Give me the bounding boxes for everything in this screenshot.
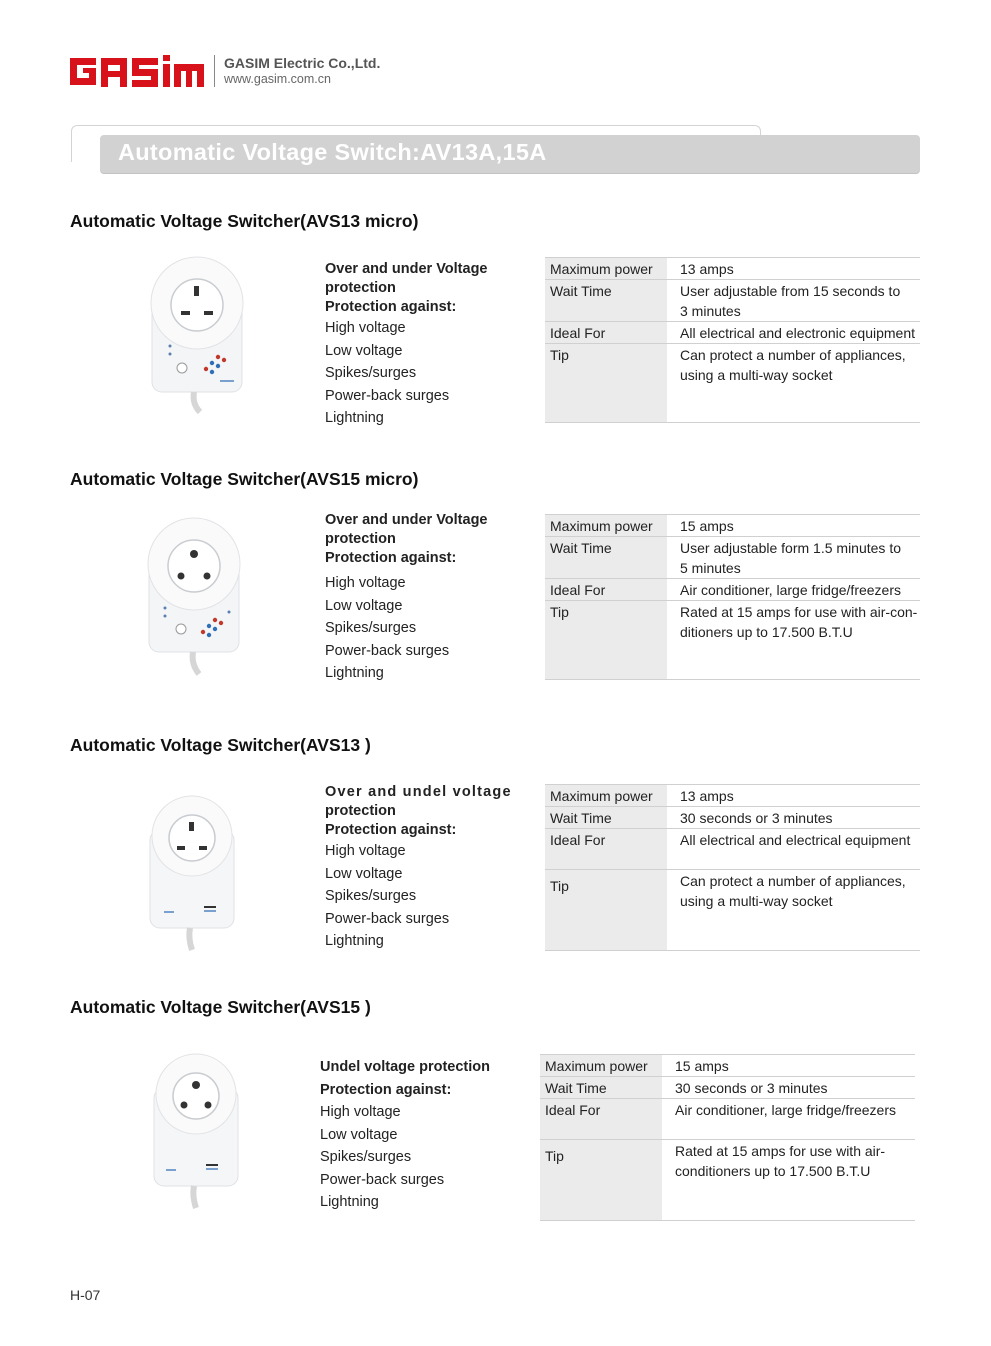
spec-value: Rated at 15 amps for use with air-con- ditioners up to 17.500 B.T.U — [680, 604, 918, 640]
section-heading: Automatic Voltage Switcher(AVS13 micro) — [70, 211, 419, 231]
feature-item: Spikes/surges — [325, 365, 417, 381]
spec-row — [540, 1098, 915, 1139]
features-head: Over and undel voltage — [325, 784, 512, 800]
page-number: H-07 — [70, 1287, 101, 1303]
spec-label: Maximum power — [545, 515, 667, 536]
feature-item: High voltage — [325, 320, 406, 336]
spec-label: Wait Time — [545, 807, 667, 828]
spec-row — [545, 536, 920, 578]
feature-item: Power-back surges — [320, 1171, 445, 1188]
spec-row — [545, 343, 920, 423]
features-head: Protection against: — [325, 550, 457, 566]
feature-item: High voltage — [325, 843, 406, 859]
section-heading: Automatic Voltage Switcher(AVS15 micro) — [70, 469, 419, 489]
spec-label: Maximum power — [545, 785, 667, 806]
spec-value: User adjustable form 1.5 minutes to 5 minutes — [680, 540, 901, 576]
spec-value: 30 seconds or 3 minutes — [680, 810, 833, 826]
feature-item: Spikes/surges — [325, 888, 417, 904]
features-head: protection — [325, 803, 396, 819]
feature-item: Low voltage — [325, 597, 403, 614]
spec-label: Ideal For — [545, 829, 667, 869]
spec-row — [545, 279, 920, 321]
features-list — [325, 511, 530, 685]
spec-label: Maximum power — [545, 258, 667, 279]
spec-label: Tip — [545, 601, 667, 679]
features-head: Over and under Voltage — [325, 512, 488, 528]
spec-value: All electrical and electrical equipment — [680, 832, 911, 848]
features-head: protection — [325, 531, 396, 547]
spec-value: 13 amps — [680, 788, 734, 804]
feature-item: Lightning — [325, 410, 384, 426]
spec-label: Ideal For — [545, 579, 667, 600]
spec-value: 15 amps — [675, 1058, 729, 1074]
features-head: protection — [325, 280, 396, 296]
spec-label: Tip — [540, 1140, 662, 1220]
avs15-micro-product-image — [145, 516, 243, 676]
spec-value: User adjustable from 15 seconds to 3 minutes — [680, 283, 901, 319]
features-head: Protection against: — [325, 299, 457, 315]
feature-item: Lightning — [325, 665, 384, 681]
spec-row — [545, 321, 920, 343]
spec-row — [545, 869, 920, 951]
spec-value: Air conditioner, large fridge/freezers — [675, 1102, 896, 1118]
spec-row — [540, 1076, 915, 1098]
spec-table — [545, 257, 920, 423]
feature-item: Low voltage — [325, 342, 403, 359]
spec-value: Can protect a number of appliances, using a multi-way socket — [680, 347, 906, 383]
logo-divider — [214, 55, 215, 87]
spec-label: Ideal For — [545, 322, 667, 343]
spec-value: 15 amps — [680, 518, 734, 534]
banner-title: Automatic Voltage Switch:AV13A,15A — [118, 139, 547, 165]
company-website: www.gasim.com.cn — [224, 72, 331, 86]
spec-row — [545, 257, 920, 279]
spec-value: 13 amps — [680, 261, 734, 277]
feature-item: Lightning — [320, 1194, 379, 1210]
spec-label: Tip — [545, 344, 667, 422]
spec-row — [540, 1054, 915, 1076]
feature-item: Power-back surges — [325, 642, 450, 659]
features-head: Over and under Voltage — [325, 261, 488, 277]
features-head: Undel voltage protection — [320, 1059, 490, 1075]
spec-row — [545, 514, 920, 536]
spec-table — [545, 514, 920, 680]
feature-item: Spikes/surges — [325, 620, 417, 636]
spec-row — [545, 806, 920, 828]
spec-row — [545, 828, 920, 869]
gasim-logo — [70, 55, 204, 87]
spec-value: All electrical and electronic equipment — [680, 325, 916, 341]
spec-value: Air conditioner, large fridge/freezers — [680, 582, 901, 598]
feature-item: Low voltage — [325, 865, 403, 882]
features-list — [320, 1056, 525, 1214]
features-list — [325, 260, 530, 430]
feature-item: High voltage — [325, 575, 406, 591]
spec-label: Wait Time — [540, 1077, 662, 1098]
spec-value: 30 seconds or 3 minutes — [675, 1080, 828, 1096]
avs15-product-image — [150, 1052, 242, 1212]
avs13-product-image — [146, 794, 238, 954]
feature-item: Spikes/surges — [320, 1149, 412, 1165]
features-head: Protection against: — [320, 1081, 452, 1098]
spec-value: Rated at 15 amps for use with air- conditioners up to 17.500 B.T.U — [675, 1143, 886, 1179]
feature-item: Low voltage — [320, 1126, 398, 1143]
spec-label: Wait Time — [545, 537, 667, 578]
feature-item: High voltage — [320, 1104, 401, 1120]
company-name: GASIM Electric Co.,Ltd. — [224, 55, 381, 71]
spec-table — [545, 784, 920, 951]
spec-row — [540, 1139, 915, 1221]
feature-item: Power-back surges — [325, 910, 450, 927]
feature-item: Power-back surges — [325, 387, 450, 404]
features-head: Protection against: — [325, 822, 457, 838]
spec-label: Maximum power — [540, 1055, 662, 1076]
spec-value: Can protect a number of appliances, using a multi-way socket — [680, 873, 906, 909]
spec-label: Wait Time — [545, 280, 667, 321]
spec-row — [545, 600, 920, 680]
spec-label: Ideal For — [540, 1099, 662, 1139]
section-heading: Automatic Voltage Switcher(AVS13 ) — [70, 735, 371, 755]
section-heading: Automatic Voltage Switcher(AVS15 ) — [70, 997, 371, 1017]
features-list — [325, 783, 530, 953]
spec-row — [545, 578, 920, 600]
spec-row — [545, 784, 920, 806]
spec-label: Tip — [545, 870, 667, 950]
avs13-micro-product-image — [148, 256, 246, 416]
feature-item: Lightning — [325, 933, 384, 949]
spec-table — [540, 1054, 915, 1221]
title-banner — [100, 135, 920, 173]
